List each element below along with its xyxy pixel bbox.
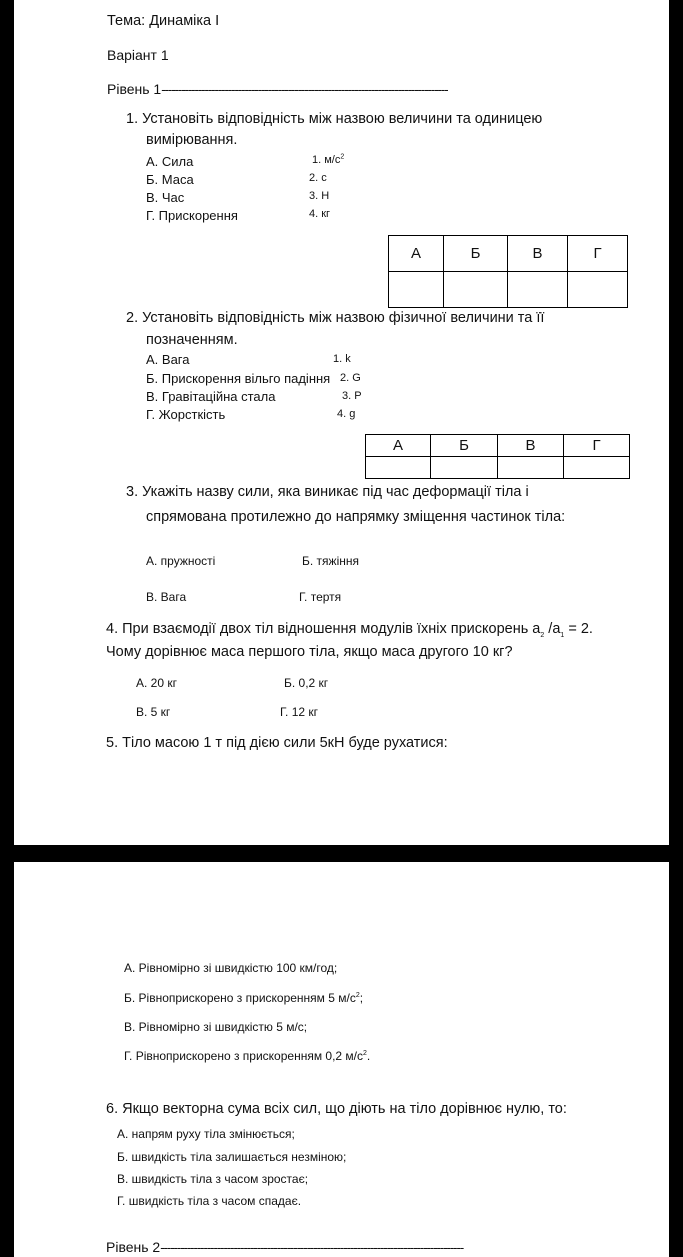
q5-option-c: В. Рівномірно зі швидкістю 5 м/с; xyxy=(124,1020,308,1034)
level-2-label: Рівень 2 xyxy=(106,1239,161,1255)
q1-answer-cell[interactable] xyxy=(444,272,508,308)
q3-line2: спрямована протилежно до напрямку зміщення частинок тіла: xyxy=(146,509,566,525)
q1-left-b: Б. Маса xyxy=(146,172,194,187)
q6-line1: 6. Якщо векторна сума всіх сил, що діють на тіло дорівнює нулю, то: xyxy=(106,1101,567,1117)
q1-left-d: Г. Прискорення xyxy=(146,208,238,223)
q1-right-3: 3. Н xyxy=(309,190,330,202)
page-2 xyxy=(14,862,669,1257)
q2-left-b: Б. Прискорення вільго падіння xyxy=(146,371,331,386)
q4-option-d: Г. 12 кг xyxy=(280,705,319,719)
q2-left-c: В. Гравітаційна стала xyxy=(146,389,276,404)
q2-line2: позначенням. xyxy=(146,332,238,348)
q5-option-b: Б. Рівноприскорено з прискоренням 5 $м/с^2$; xyxy=(124,991,364,1005)
q2-answer-cell[interactable] xyxy=(366,457,431,479)
q2-col-a: А xyxy=(366,435,431,457)
q4-option-c: В. 5 кг xyxy=(136,705,171,719)
q1-col-c: В xyxy=(508,236,568,272)
level-2-header xyxy=(106,1239,463,1255)
q1-answer-cell[interactable] xyxy=(389,272,444,308)
q1-right-1: 1. $м/с^2$ xyxy=(312,153,345,166)
q4-line2: Чому дорівнює маса першого тіла, якщо маса другого 10 кг? xyxy=(106,644,513,660)
q2-right-1: 1. k xyxy=(333,353,351,365)
q1-answer-cell[interactable] xyxy=(568,272,628,308)
q6-option-c: В. швидкість тіла з часом зростає; xyxy=(117,1172,309,1186)
q2-right-2: 2. G xyxy=(340,372,361,384)
q4-option-a: А. 20 кг xyxy=(136,676,177,690)
level-1-header xyxy=(107,81,448,97)
q2-answer-cell[interactable] xyxy=(498,457,564,479)
level-1-dashes: -------------------------------------------------------------------------------------- xyxy=(161,82,448,97)
q1-left-a: А. Сила xyxy=(146,154,194,169)
q4-option-b: Б. 0,2 кг xyxy=(284,676,329,690)
q3-line1: 3. Укажіть назву сили, яка виникає під час деформації тіла і xyxy=(126,484,529,500)
q1-col-d: Г xyxy=(568,236,628,272)
q2-left-d: Г. Жорсткість xyxy=(146,407,226,422)
q3-option-d: Г. тертя xyxy=(299,590,342,604)
q1-right-2: 2. с xyxy=(309,172,327,184)
q2-col-d: Г xyxy=(564,435,630,457)
q1-line1: 1. Установіть відповідність між назвою величини та одиницею xyxy=(126,111,543,127)
q5-option-a: А. Рівномірно зі швидкістю 100 км/год; xyxy=(124,961,338,975)
q3-option-b: Б. тяжіння xyxy=(302,554,359,568)
q2-right-4: 4. g xyxy=(337,408,356,420)
level-1-label: Рівень 1 xyxy=(107,81,162,97)
level-2-dashes: ------------------------------------------------------------------------------------------- xyxy=(160,1240,464,1255)
q1-answer-table xyxy=(388,235,628,308)
q6-option-b: Б. швидкість тіла залишається незміною; xyxy=(117,1150,347,1164)
q6-option-d: Г. швидкість тіла з часом спадає. xyxy=(117,1194,302,1208)
q3-option-c: В. Вага xyxy=(146,590,187,604)
q2-answer-cell[interactable] xyxy=(431,457,498,479)
q5-line1: 5. Тіло масою 1 т під дією сили 5кН буде рухатися: xyxy=(106,735,448,751)
q6-option-a: А. напрям руху тіла змінюється; xyxy=(117,1127,295,1141)
page-1 xyxy=(14,0,669,845)
q1-left-c: В. Час xyxy=(146,190,185,205)
topic-title: Тема: Динаміка І xyxy=(107,13,220,29)
q4-line1: 4. При взаємодії двох тіл відношення модулів їхніх прискорень $a_2$ $/a_1 = 2$. xyxy=(106,621,593,639)
q2-col-b: Б xyxy=(431,435,498,457)
q1-line2: вимірювання. xyxy=(146,132,238,148)
q1-col-a: А xyxy=(389,236,444,272)
q2-answer-cell[interactable] xyxy=(564,457,630,479)
q1-col-b: Б xyxy=(444,236,508,272)
q2-answer-table xyxy=(365,434,630,479)
q5-option-d: Г. Рівноприскорено з прискоренням 0,2 $м/с^2$. xyxy=(124,1049,371,1063)
variant-label: Варіант 1 xyxy=(107,47,169,63)
q2-col-c: В xyxy=(498,435,564,457)
q1-answer-cell[interactable] xyxy=(508,272,568,308)
q2-line1: 2. Установіть відповідність між назвою фізичної величини та її xyxy=(126,310,545,326)
q3-option-a: А. пружності xyxy=(146,554,216,568)
q1-right-4: 4. кг xyxy=(309,208,331,220)
q2-left-a: А. Вага xyxy=(146,352,190,367)
q2-right-3: 3. P xyxy=(342,390,362,402)
